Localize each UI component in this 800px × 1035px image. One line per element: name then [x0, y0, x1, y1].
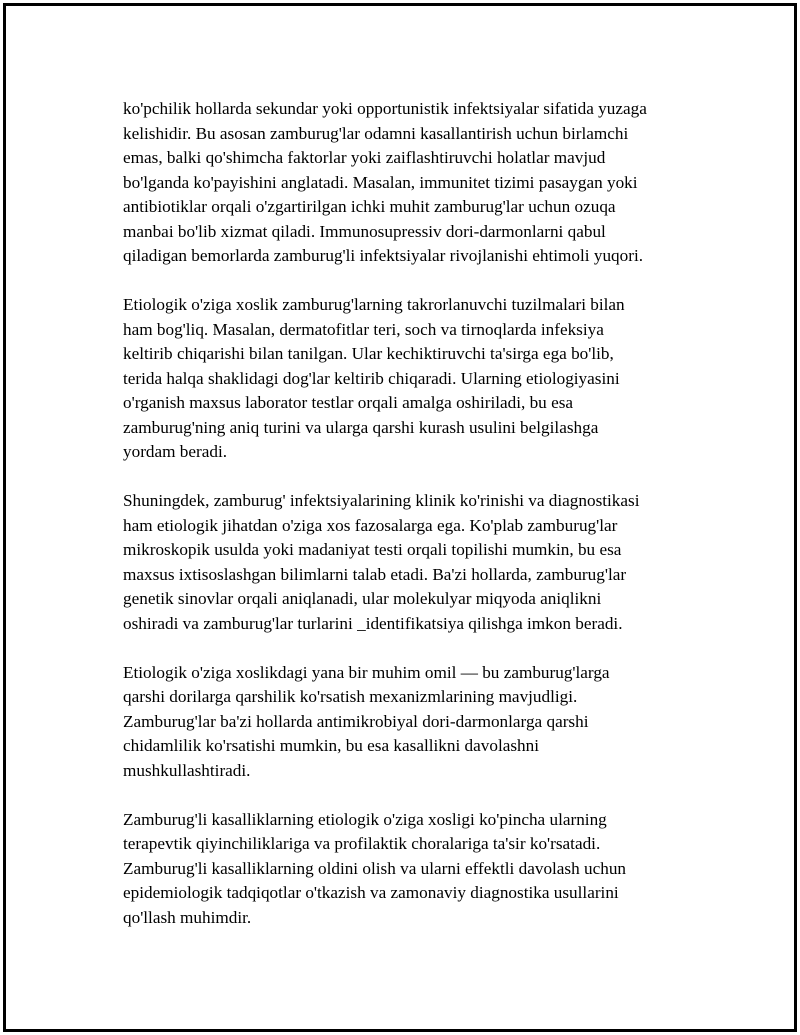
paragraph-line: bo'lganda ko'payishini anglatadi. Masalan, immunitet tizimi pasaygan yoki: [123, 172, 638, 192]
paragraph-line: Etiologik o'ziga xoslikdagi yana bir muhim omil — bu zamburug'larga: [123, 662, 610, 682]
paragraph-3: [123, 489, 703, 636]
paragraph-line: mikroskopik usulda yoki madaniyat testi orqali topilishi mumkin, bu esa: [123, 540, 622, 559]
paragraph-line: Zamburug'lar ba'zi hollarda antimikrobiyal dori-darmonlarga qarshi: [123, 711, 589, 731]
paragraph-line: terida halqa shaklidagi dog'lar keltirib chiqaradi. Ularning etiologiyasini: [123, 368, 620, 388]
paragraph-line: kelishidir. Bu asosan zamburug'lar odamni kasallantirish uchun birlamchi: [123, 123, 629, 143]
page-frame: [3, 3, 797, 1032]
paragraph-line: ko'pchilik hollarda sekundar yoki opportunistik infektsiyalar sifatida yuzaga: [123, 99, 647, 118]
paragraph-line: manbai bo'lib xizmat qiladi. Immunosupressiv dori-darmonlarni qabul: [123, 221, 606, 241]
paragraph-line: qiladigan bemorlarda zamburug'li infektsiyalar rivojlanishi ehtimoli yuqori.: [123, 246, 644, 265]
paragraph-line: o'rganish maxsus laborator testlar orqali amalga oshiriladi, bu esa: [123, 393, 574, 412]
paragraph-line: emas, balki qo'shimcha faktorlar yoki zaiflashtiruvchi holatlar mavjud: [123, 148, 606, 167]
paragraph-line: keltirib chiqarishi bilan tanilgan. Ular kechiktiruvchi ta'sirga ega bo'lib,: [123, 344, 614, 363]
paragraph-line: yordam beradi.: [123, 442, 228, 461]
paragraph-line: Zamburug'li kasalliklarning oldini olish va ularni effektli davolash uchun: [123, 858, 627, 878]
paragraph-line: Zamburug'li kasalliklarning etiologik o'ziga xosligi ko'pincha ularning: [123, 809, 607, 829]
paragraph-line: zamburug'ning aniq turini va ularga qarshi kurash usulini belgilashga: [123, 417, 599, 437]
paragraph-line: mushkullashtiradi.: [123, 760, 251, 780]
paragraph-line: qarshi dorilarga qarshilik ko'rsatish mexanizmlarining mavjudligi.: [123, 687, 578, 706]
paragraph-2: [123, 293, 703, 465]
page-body: [123, 97, 703, 955]
paragraph-line: antibiotiklar orqali o'zgartirilgan ichki muhit zamburug'lar uchun ozuqa: [123, 197, 616, 216]
paragraph-1: [123, 97, 703, 269]
paragraph-line: maxsus ixtisoslashgan bilimlarni talab etadi. Ba'zi hollarda, zamburug'lar: [123, 564, 627, 584]
paragraph-line: ham bog'liq. Masalan, dermatofitlar teri, soch va tirnoqlarda infeksiya: [123, 319, 604, 339]
paragraph-line: genetik sinovlar orqali aniqlanadi, ular molekulyar miqyoda aniqlikni: [123, 589, 602, 608]
paragraph-line: oshiradi va zamburug'lar turlarini _identifikatsiya qilishga imkon beradi.: [123, 613, 623, 633]
paragraph-line: Shuningdek, zamburug' infektsiyalarining klinik ko'rinishi va diagnostikasi: [123, 491, 640, 510]
paragraph-line: Etiologik o'ziga xoslik zamburug'larning takrorlanuvchi tuzilmalari bilan: [123, 295, 625, 314]
paragraph-line: terapevtik qiyinchiliklariga va profilaktik choralariga ta'sir ko'rsatadi.: [123, 834, 601, 853]
paragraph-line: epidemiologik tadqiqotlar o'tkazish va zamonaviy diagnostika usullarini: [123, 883, 619, 902]
paragraph-line: qo'llash muhimdir.: [123, 907, 252, 927]
paragraph-5: [123, 808, 703, 931]
paragraph-line: ham etiologik jihatdan o'ziga xos fazosalarga ega. Ko'plab zamburug'lar: [123, 515, 618, 535]
paragraph-line: chidamlilik ko'rsatishi mumkin, bu esa kasallikni davolashni: [123, 736, 540, 755]
paragraph-4: [123, 661, 703, 784]
